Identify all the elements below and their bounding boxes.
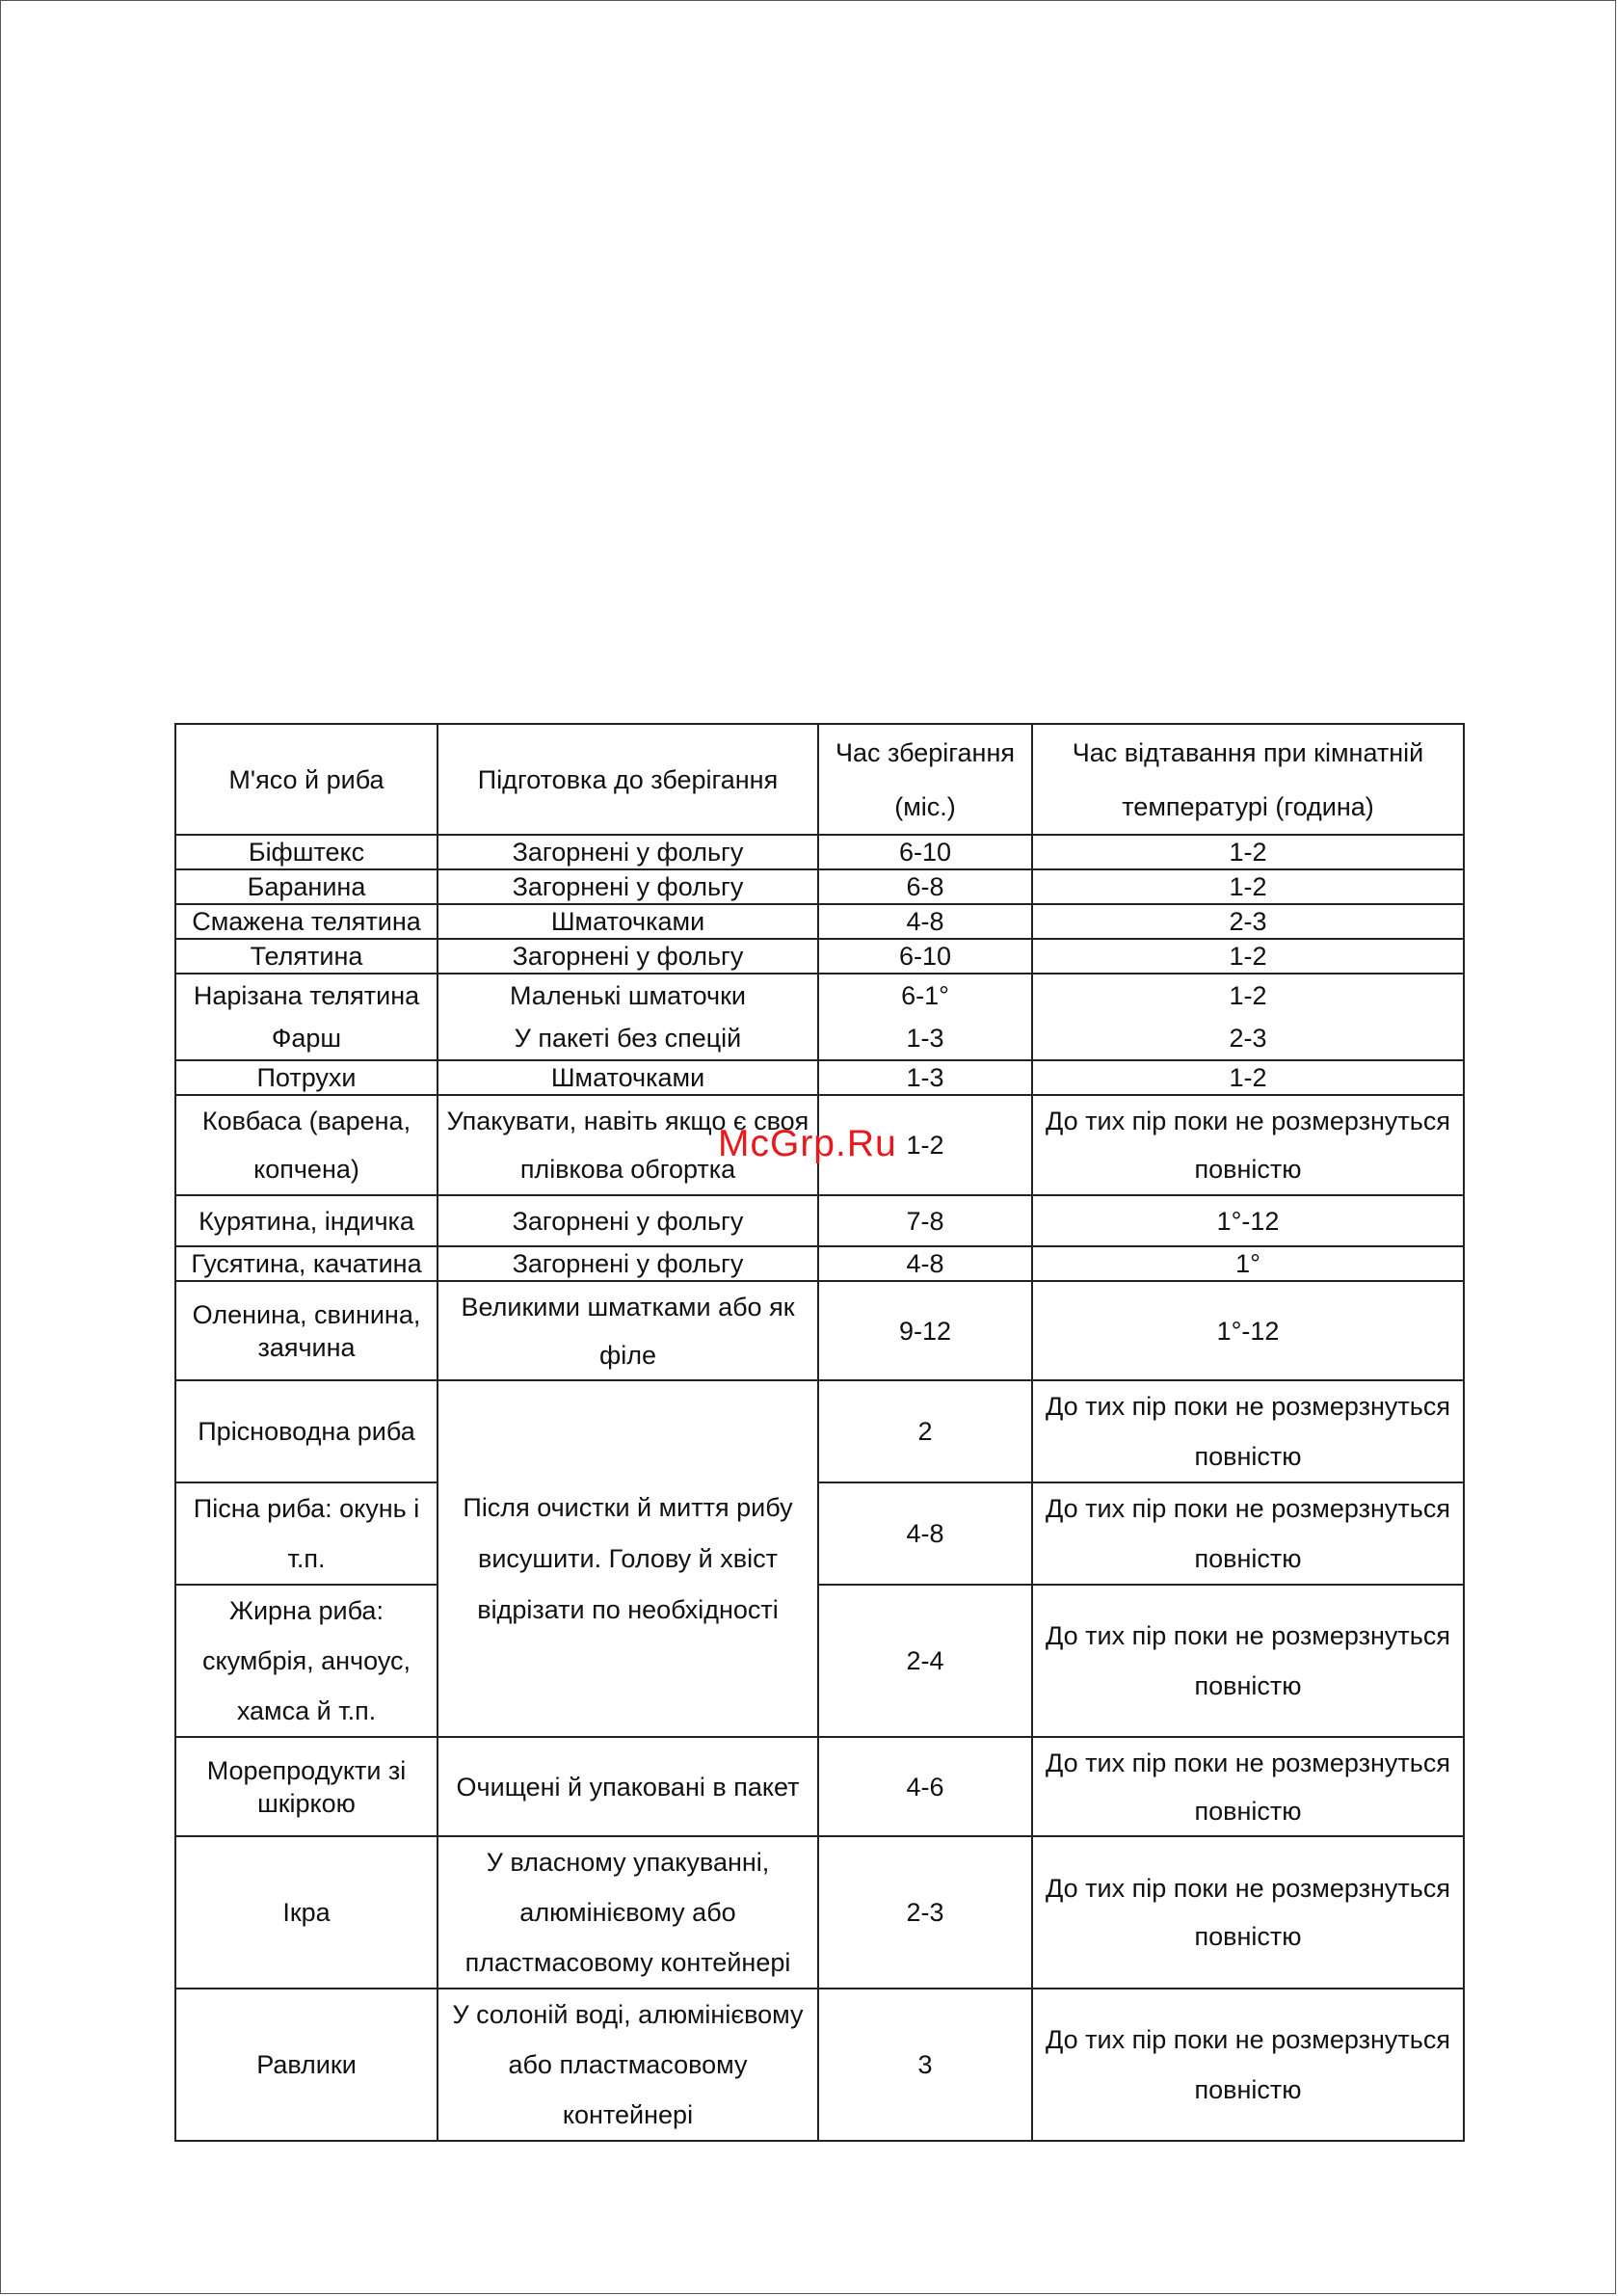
cell-storage: 2-3 (818, 1836, 1032, 1989)
table-row (175, 904, 1464, 939)
table-row (175, 1246, 1464, 1281)
cell-thaw: 2-3 (1032, 904, 1464, 939)
cell-item: Гусятина, качатина (175, 1246, 438, 1281)
table-row (175, 1380, 1464, 1482)
cell-item: Ікра (175, 1836, 438, 1989)
cell-storage: 6-1° 1-3 (818, 974, 1032, 1060)
table-row (175, 1482, 1464, 1585)
cell-item: Оленина, свинина, заячина (175, 1281, 438, 1380)
table-row (175, 869, 1464, 904)
cell-storage: 7-8 (818, 1195, 1032, 1246)
watermark: McGrp.Ru (718, 1123, 897, 1164)
cell-item: Прісноводна риба (175, 1380, 438, 1482)
cell-storage: 4-8 (818, 1246, 1032, 1281)
cell-storage: 4-8 (818, 904, 1032, 939)
cell-storage: 1-2 (818, 1095, 1032, 1195)
cell-thaw: 1-2 (1032, 1060, 1464, 1095)
cell-thaw: До тих пір поки не розмерзнуться повністю (1032, 1482, 1464, 1585)
cell-storage: 4-8 (818, 1482, 1032, 1585)
cell-storage: 6-8 (818, 869, 1032, 904)
cell-prep: У власному упакуванні, алюмінієвому або пластмасовому контейнері (438, 1836, 818, 1989)
cell-prep: Упакувати, навіть якщо є своя плівкова обгортка (438, 1095, 818, 1195)
cell-prep: Загорнені у фольгу (438, 939, 818, 974)
cell-thaw: 1° (1032, 1246, 1464, 1281)
cell-prep: Загорнені у фольгу (438, 1246, 818, 1281)
table-row (175, 1195, 1464, 1246)
cell-storage: 2-4 (818, 1585, 1032, 1737)
cell-item: Біфштекс (175, 835, 438, 869)
table-row (175, 1989, 1464, 2141)
cell-prep: У солоній воді, алюмінієвому або пластмасовому контейнері (438, 1989, 818, 2141)
cell-storage: 1-3 (818, 1060, 1032, 1095)
cell-item: Телятина (175, 939, 438, 974)
cell-prep: Очищені й упаковані в пакет (438, 1737, 818, 1836)
storage-table (174, 723, 1465, 2142)
cell-item: Жирна риба: скумбрія, анчоус, хамса й т.п. (175, 1585, 438, 1737)
table-row (175, 1281, 1464, 1380)
cell-prep: Маленькі шматочки У пакеті без спецій (438, 974, 818, 1060)
cell-item: Ковбаса (варена, копчена) (175, 1095, 438, 1195)
table-row (175, 1585, 1464, 1737)
cell-storage: 2 (818, 1380, 1032, 1482)
cell-thaw: 1-2 (1032, 939, 1464, 974)
cell-item: Морепродукти зі шкіркою (175, 1737, 438, 1836)
cell-prep-fish: Після очистки й миття рибу висушити. Голову й хвіст відрізати по необхідності (438, 1380, 818, 1737)
cell-item: Потрухи (175, 1060, 438, 1095)
cell-prep: Великими шматками або як філе (438, 1281, 818, 1380)
cell-storage: 6-10 (818, 835, 1032, 869)
cell-item: Курятина, індичка (175, 1195, 438, 1246)
table-row (175, 1737, 1464, 1836)
cell-prep: Шматочками (438, 904, 818, 939)
cell-prep: Загорнені у фольгу (438, 835, 818, 869)
cell-storage: 4-6 (818, 1737, 1032, 1836)
cell-item: Нарізана телятина Фарш (175, 974, 438, 1060)
header-prep: Підготовка до зберігання (438, 724, 818, 835)
cell-prep: Загорнені у фольгу (438, 869, 818, 904)
header-thaw: Час відтавання при кімнатній температурі (година) (1032, 724, 1464, 835)
cell-thaw: До тих пір поки не розмерзнуться повністю (1032, 1737, 1464, 1836)
cell-item: Равлики (175, 1989, 438, 2141)
cell-item: Баранина (175, 869, 438, 904)
cell-thaw: До тих пір поки не розмерзнуться повністю (1032, 1095, 1464, 1195)
cell-thaw: 1°-12 (1032, 1281, 1464, 1380)
cell-thaw: До тих пір поки не розмерзнуться повністю (1032, 1380, 1464, 1482)
header-row (175, 724, 1464, 835)
header-item: М'ясо й риба (175, 724, 438, 835)
cell-item: Пісна риба: окунь і т.п. (175, 1482, 438, 1585)
cell-thaw: До тих пір поки не розмерзнуться повністю (1032, 1836, 1464, 1989)
cell-prep: Шматочками (438, 1060, 818, 1095)
table-row (175, 974, 1464, 1060)
header-storage: Час зберігання (міс.) (818, 724, 1032, 835)
table-row (175, 835, 1464, 869)
cell-storage: 6-10 (818, 939, 1032, 974)
cell-thaw: 1-2 (1032, 835, 1464, 869)
cell-thaw: 1-2 (1032, 869, 1464, 904)
cell-storage: 3 (818, 1989, 1032, 2141)
cell-thaw: До тих пір поки не розмерзнуться повністю (1032, 1989, 1464, 2141)
cell-item: Смажена телятина (175, 904, 438, 939)
cell-thaw: До тих пір поки не розмерзнуться повністю (1032, 1585, 1464, 1737)
table-row (175, 939, 1464, 974)
cell-thaw: 1-2 2-3 (1032, 974, 1464, 1060)
cell-storage: 9-12 (818, 1281, 1032, 1380)
table-row (175, 1836, 1464, 1989)
cell-thaw: 1°-12 (1032, 1195, 1464, 1246)
cell-prep: Загорнені у фольгу (438, 1195, 818, 1246)
table-row (175, 1060, 1464, 1095)
